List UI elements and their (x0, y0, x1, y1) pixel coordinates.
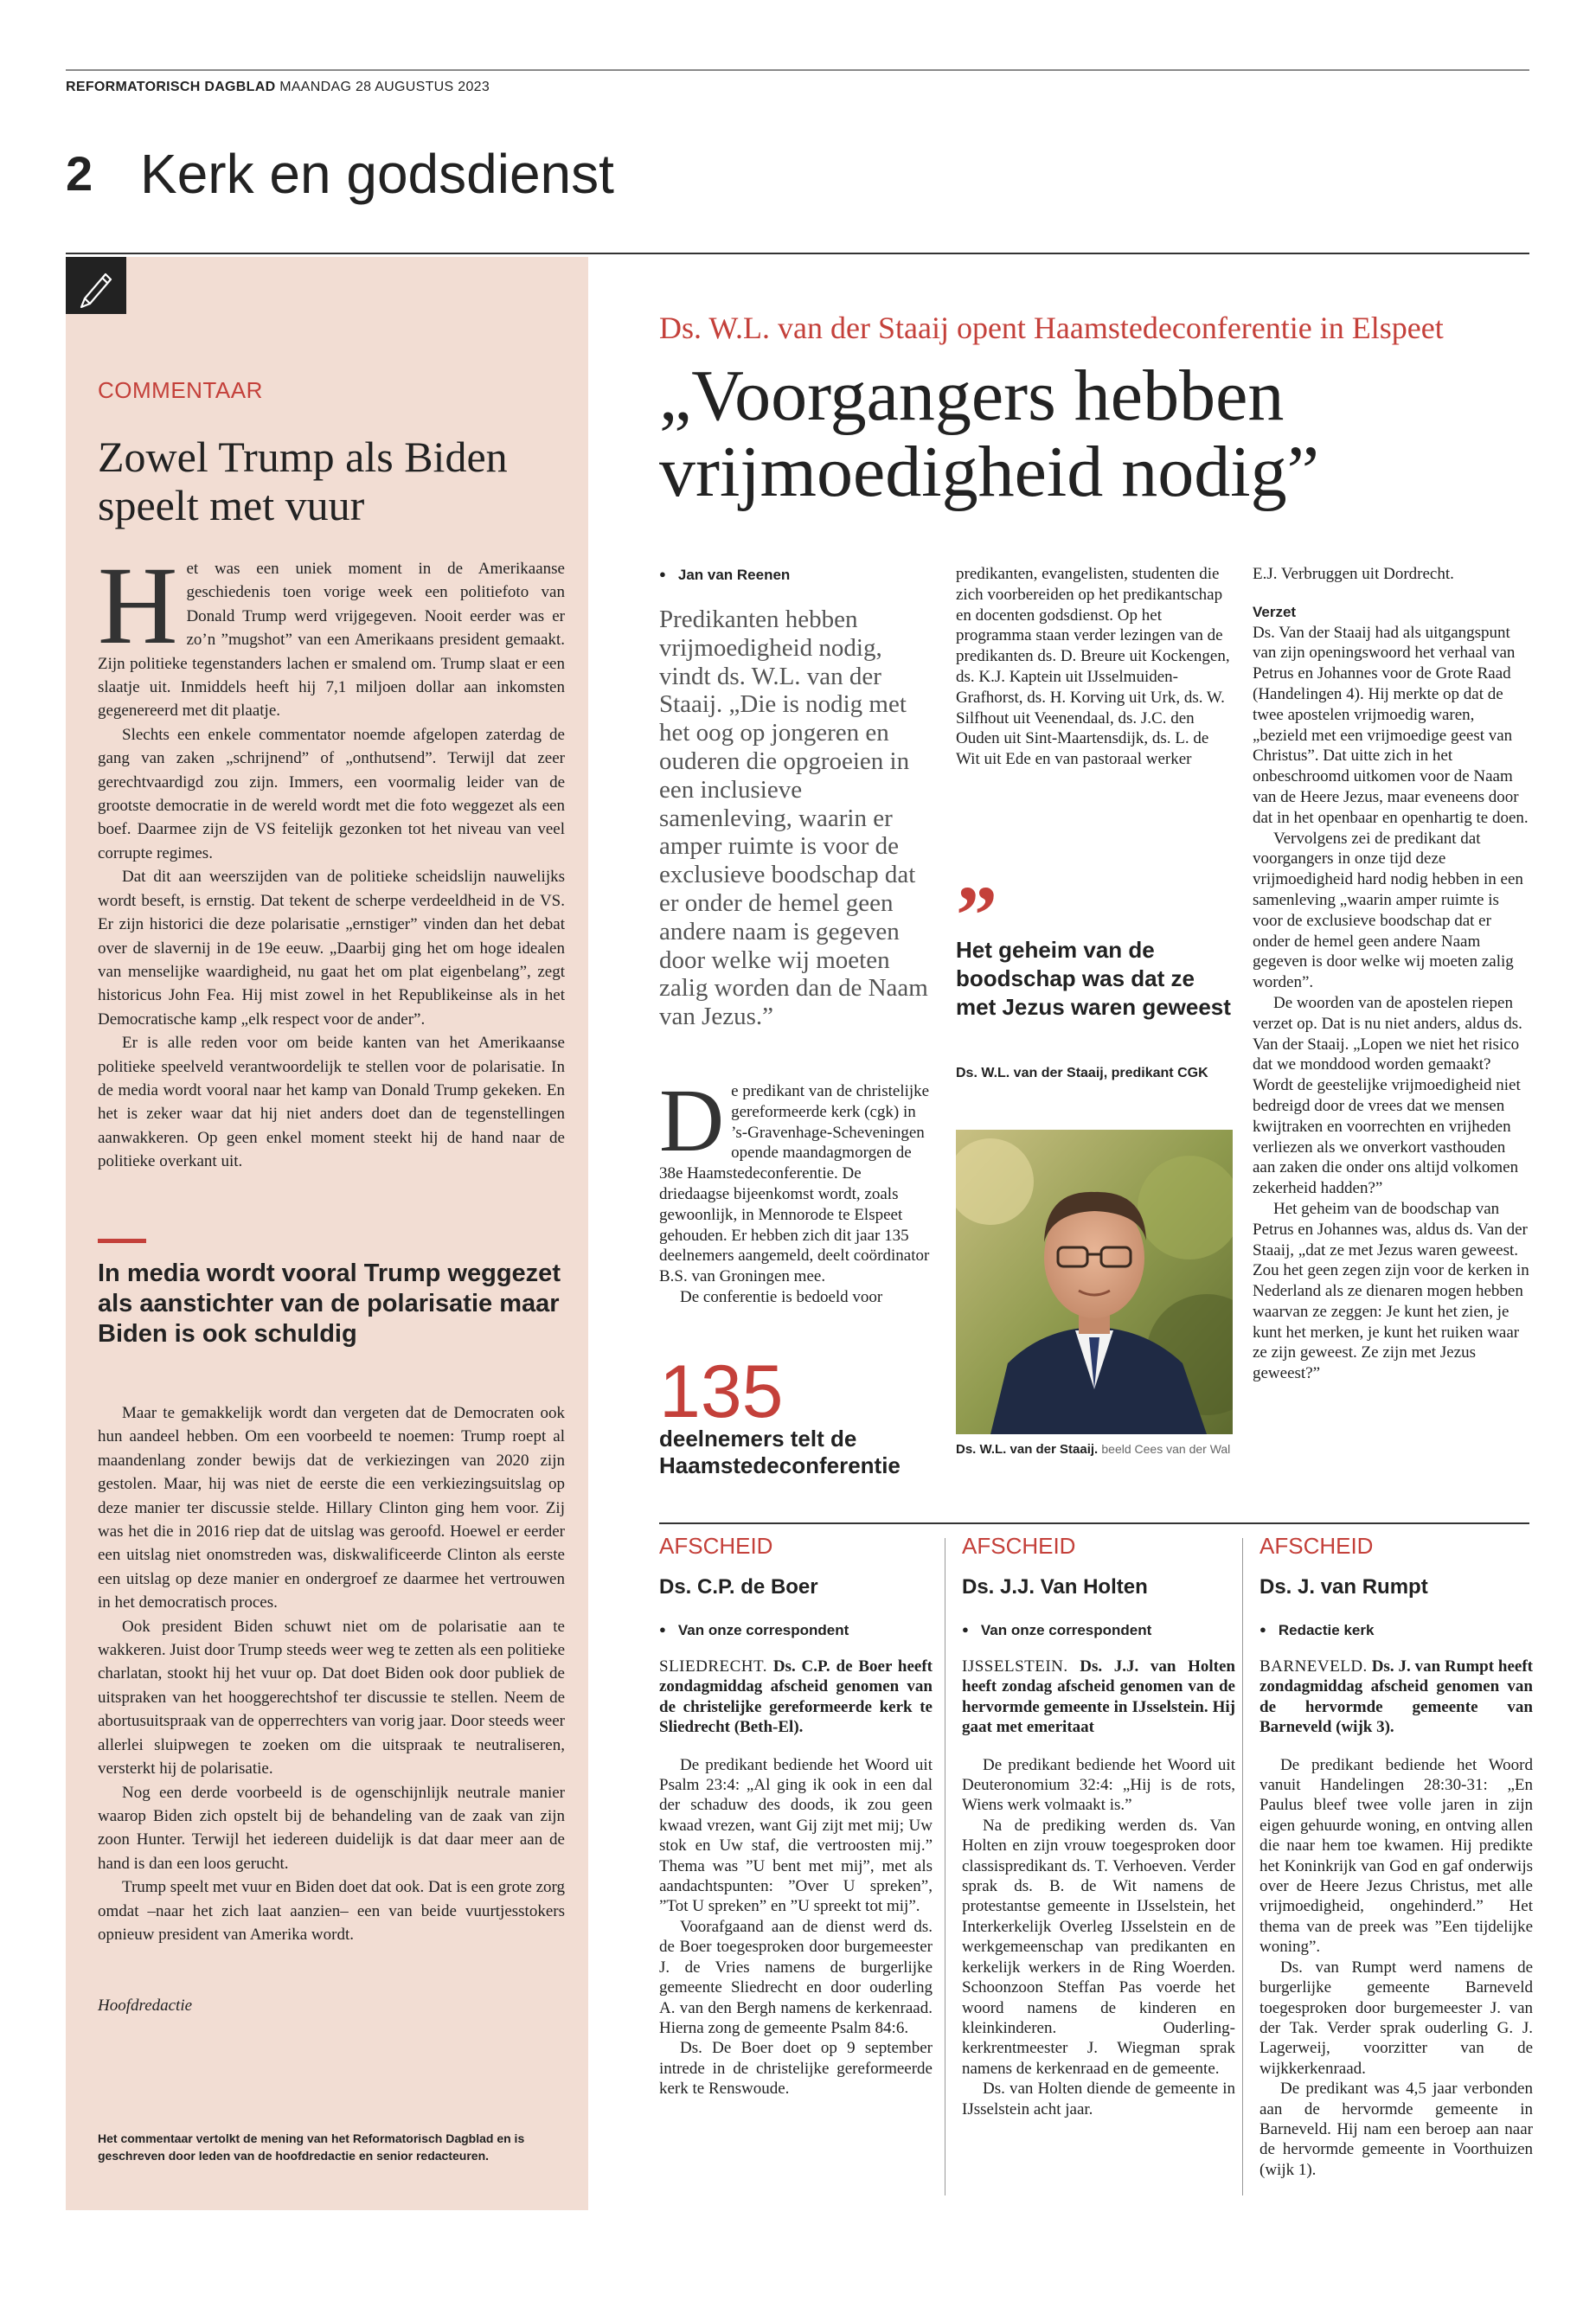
farewell-body (1259, 1657, 1533, 2180)
commentary-paragraph: Trump speelt met vuur en Biden doet dat ook. Dat is een grote zorg omdat –naar het zich laat aanzien– een van beide vuurtjesstokers opnieuw president van Amerika wordt. (98, 1878, 565, 1944)
farewell-label: AFSCHEID (962, 1533, 1076, 1559)
article-intro: Predikanten hebben vrijmoedigheid nodig, vindt ds. W.L. van der Staaij. „Die is nodig met het oog op jongeren en ouderen die opgroeien in een inclusieve samenleving, waarin er amper ruimte is voor de exclusieve boodschap dat er onder de hemel geen andere naam is gegeven door welke wij moeten zalig worden dan de Naam van Jezus.” (659, 606, 928, 1031)
farewell-place: BARNEVELD. (1259, 1657, 1368, 1676)
dropcap: H (98, 544, 178, 667)
dropcap: D (659, 1071, 725, 1170)
farewell-paragraph: De predikant bediende het Woord uit Psalm 23:4: „Al ging ik ook in een dal der schaduw des doods, ik zou geen kwaad vrezen, want Gij zijt met mij; Uw stok en Uw staf, die vertroosten mij.” Thema was ”U bent met mij”, met als aandachtspunten: ”Over U spreken”, ”Tot U spreken” en ”U spreekt tot mij”. (659, 1755, 933, 1916)
photo-caption (956, 1439, 1241, 1459)
commentary-paragraph: Nog een derde voorbeeld is de ogenschijnlijk neutrale manier waarop Biden zich opstelt bij de behandeling van de zaak van zijn zoon Hunter. Terwijl het iedereen duidelijk is dat daar meer aan de hand is dan een loos gerucht. (98, 1783, 565, 1873)
article-paragraph: Ds. Van der Staaij had als uitgangspunt van zijn openingswoord het verhaal van Petrus en Johannes voor de Grote Raad (Handelingen 4). Hij merkte op dat de twee apostelen vrijmoedig waren, „bezield met een vrijmoedige geest van Christus”. Dat uitte zich in het onbeschroomd uitkomen voor de Naam van de Heere Jezus, maar eveneens door dat in het openbaar en openhartig te doen. (1253, 623, 1529, 827)
farewell-byline: ● Van onze correspondent (962, 1622, 1235, 1639)
commentary-paragraph: et was een uniek moment in de Amerikaanse geschiedenis toen vorige week een politiefoto van Donald Trump werd vrijgegeven. Nooit eerder was er zo’n ”mugshot” van een Amerikaans president gemaakt. Zijn politieke tegenstanders lachen er smalend om. Trump slaat er een slaatje uit. Inmiddels heeft hij 7,1 miljoen dollar aan inkomsten gegenereerd met dit plaatje. (98, 560, 565, 721)
page-number: 2 (66, 146, 93, 201)
farewell-place: SLIEDRECHT. (659, 1657, 767, 1676)
commentary-paragraph: Dat dit aan weerszijden van de politieke scheidslijn nauwelijks wordt beseft, is ernstig. Dat tekent de scherpe verdeeldheid in de VS. Er zijn historici die deze polarisatie „ernstiger” vinden dan het debat over de slavernij in de 19e eeuw. „Daarbij ging het om hoge idealen van menselijke waardigheid, nu gaat het om plat eigenbelang”, zegt historicus John Fea. Hij mist zowel in het Republikeinse als in het Democratische kamp „elk respect voor de ander”. (98, 868, 565, 1029)
farewell-paragraph: Ds. van Holten diende de gemeente in IJsselstein acht jaar. (962, 2080, 1235, 2118)
farewell-body (659, 1657, 933, 2099)
commentary-body-bottom (98, 1401, 565, 1946)
commentary-signature: Hoofdredactie (98, 1997, 193, 2015)
farewell-body (962, 1657, 1235, 2119)
masthead (66, 80, 490, 95)
commentary-paragraph: Ook president Biden schuwt niet om de polarisatie aan te wakkeren. Juist door Trump steeds weer weg te zetten als een politieke charlatan, stookt hij het vuur op. Dat doet Biden ook door publiek de uitspraken van het hooggerechtshof ter discussie te stellen. Neem de abortusuitspraak van de opperrechters van vorig jaar. Door steeds weer allerlei sluipwegen te zoeken om die uitspraak te neutraliseren, versterkt hij de polarisatie. (98, 1617, 565, 1779)
farewell-label: AFSCHEID (1259, 1533, 1374, 1559)
stat-label: deelnemers telt de Haamstedeconferentie (659, 1426, 901, 1478)
commentary-title: Zowel Trump als Biden speelt met vuur (98, 433, 508, 529)
photo-credit: beeld Cees van der Wal (1101, 1442, 1231, 1456)
portrait-photo (956, 1130, 1233, 1434)
farewell-article (962, 1533, 1235, 2119)
pull-quote-attribution: Ds. W.L. van der Staaij, predikant CGK (956, 1066, 1208, 1080)
farewell-byline: ● Redactie kerk (1259, 1622, 1533, 1639)
farewell-paragraph: De predikant bediende het Woord uit Deuteronomium 32:4: „Hij is de rots, Wiens werk volmaakt is.” (962, 1755, 1235, 1815)
farewell-lead: Ds. J.J. van Holten heeft zondag afscheid genomen van de hervormde gemeente in IJsselstein. Hij gaat met emeritaat (962, 1657, 1236, 1737)
article-subhead: Verzet (1253, 603, 1297, 620)
commentary-paragraph: Slechts een enkele commentator noemde afgelopen zaterdag de gang van zaken „schrijnend” of „onthutsend”. Terwijl dat zeer gerechtvaardigd zou zijn. Immers, een voormalig leider van de grootste democratie in de wereld wordt met die foto weggezet als een boef. Daarmee zijn de VS feitelijk gezonken tot het niveau van veel corrupte regimes. (98, 725, 565, 862)
commentary-label: COMMENTAAR (98, 377, 263, 403)
farewell-rule (659, 1522, 1529, 1524)
farewell-paragraph: De predikant bediende het Woord vanuit Handelingen 28:30-31: „En Paulus bleef twee volle jaren in zijn eigen gehuurde woning, en ontving allen die naar hem toe kwamen. Hij predikte het Koninkrijk van God en gaf onderwijs over de Heere Jezus Christus, met alle vrijmoedigheid, ongehinderd.” Het thema van de preek was ”Een tijdelijke woning”. (1259, 1755, 1533, 1957)
article-paragraph: Het geheim van de boodschap van Petrus en Johannes was, aldus ds. Van der Staaij, „dat ze met Jezus waren geweest. Zou het geen zegen zijn voor de kerken in Nederland als ze dienaren mogen hebben waarvan ze zeggen: Je kunt het zien, je kunt het merken, je kunt het ruiken waar ze zijn geweest. Ze zijn met Jezus geweest?” (1253, 1199, 1529, 1383)
farewell-article (1259, 1533, 1533, 2180)
farewell-label: AFSCHEID (659, 1533, 773, 1559)
stat-number: 135 (659, 1350, 784, 1433)
quote-mark: ” (956, 868, 997, 961)
commentary-body-top (98, 544, 565, 1174)
article-paragraph: Vervolgens zei de predikant dat voorgangers in onze tijd deze vrijmoedigheid hard nodig hebben in een samenleving „waarin amper ruimte is voor de exclusieve boodschap dat er onder de hemel geen andere Naam gegeven is door welke wij moeten zalig worden”. (1253, 829, 1523, 992)
farewell-paragraph: Na de prediking werden ds. Van Holten en zijn vrouw toegesproken door classispredikant ds. T. Verhoeven. Verder sprak ds. B. de Wit namens de protestantse gemeente in IJsselstein, het Interkerkelijk Overleg IJsselstein en de werkgemeenschap van predikanten en kerkelijk werkers in de Ring Woerden. Schoonzoon Steffan Pas voerde het woord namens de kinderen en kleinkinderen. Ouderling-kerkrentmeester J. Wiegman sprak namens de kerkenraad en de gemeente. (962, 1816, 1235, 2078)
article-paragraph: e predikant van de christelijke gereformeerde kerk (cgk) in ’s-Gravenhage-Scheveningen opende maandagmorgen de 38e Haamstedeconferentie. De driedaagse bijeenkomst wordt, zoals gewoonlijk, in Mennorode te Elspeet gehouden. Er hebben zich dit jaar 135 deelnemers aangemeld, deelt coördinator B.S. van Groningen mee. (659, 1082, 930, 1286)
farewell-paragraph: De predikant was 4,5 jaar verbonden aan de hervormde gemeente in Barneveld. Hij nam een beroep aan naar de hervormde gemeente in Voorthuizen (wijk 1). (1259, 2080, 1533, 2179)
commentary-paragraph: Maar te gemakkelijk wordt dan vergeten dat de Democraten ook hun aandeel hebben. Om een voorbeeld te noemen: Trump roept al maandenlang zonder bewijs dat de verkiezingen van 2020 zijn gestolen. Maar, hij was niet de eerste die een verkiezingsuitslag op deze manier ter discussie stelde. Hillary Clinton ging hem voor. Zij was het die in 2016 riep dat de uitslag was geroofd. Hoewel er eerder een uitslag niet onomstreden was, diskwalificeerde Clinton als eerste een uitslag op deze manier en ondergroef ze daarmee het vertrouwen in het democratisch proces. (98, 1404, 565, 1612)
pull-quote-accent (98, 1239, 146, 1243)
farewell-name: Ds. C.P. de Boer (659, 1575, 818, 1599)
article-paragraph: De conferentie is bedoeld voor (680, 1287, 883, 1306)
article-paragraph: E.J. Verbruggen uit Dordrecht. (1253, 565, 1454, 583)
farewell-paragraph: Voorafgaand aan de dienst werd ds. de Boer toegesproken door burgemeester J. de Vries namens de burgerlijke gemeente Sliedrecht en door ouderling A. van den Bergh namens de kerkenraad. Hierna zong de gemeente Psalm 84:6. (659, 1917, 933, 2037)
article-body-col3 (1253, 564, 1529, 1384)
pen-icon (66, 257, 126, 314)
article-paragraph: predikanten, evangelisten, studenten die zich voorbereiden op het predikantschap en docenten godsdienst. Op het programma staan verder lezingen van de predikanten ds. D. Breure uit Kockengen, ds. K.J. Kaptein uit IJsselmuiden-Grafhorst, ds. H. Korving uit Urk, ds. W. Silfhout uit Veenendaal, ds. J.C. den Ouden uit Sint-Maartensdijk, ds. L. de Wit uit Ede en van pastoraal werker (956, 565, 1230, 769)
article-body-col2 (956, 564, 1233, 770)
farewell-paragraph: Ds. van Rumpt werd namens de burgerlijke gemeente Barneveld toegesproken door burgemeester J. van der Tak. Verder sprak ouderling G. J. Lagerweij, voorzitter van de wijkkerkenraad. (1259, 1958, 1533, 2078)
section-title: Kerk en godsdienst (140, 143, 614, 205)
commentary-paragraph: Er is alle reden voor om beide kanten van het Amerikaanse politieke speelveld verantwoordelijk te stellen voor de polarisatie. In de media wordt vooral naar het kamp van Donald Trump gekeken. En het is zeker waar dat hij niet anders doet dan de tegenstellingen aanwakkeren. Op geen enkel moment steekt hij de hand naar de politieke overkant uit. (98, 1034, 565, 1171)
farewell-name: Ds. J. van Rumpt (1259, 1575, 1428, 1599)
article-body-col1 (659, 1071, 934, 1308)
paper-name: REFORMATORISCH DAGBLAD (66, 80, 276, 94)
article-headline: „Voorgangers hebben vrijmoedigheid nodig” (659, 356, 1319, 512)
farewell-paragraph: Ds. De Boer doet op 9 september intrede in de christelijke gereformeerde kerk te Renswoude. (659, 2039, 933, 2099)
farewell-lead: Ds. C.P. de Boer heeft zondagmiddag afscheid genomen van de christelijke gereformeerde kerk te Sliedrecht (Beth-El). (659, 1657, 933, 1737)
column-divider (1242, 1538, 1243, 2195)
article-byline: ● Jan van Reenen (659, 567, 790, 584)
issue-date: MAANDAG 28 AUGUSTUS 2023 (279, 80, 490, 94)
article-kicker: Ds. W.L. van der Staaij opent Haamstedeconferentie in Elspeet (659, 311, 1444, 345)
farewell-name: Ds. J.J. Van Holten (962, 1575, 1148, 1599)
photo-caption-text: Ds. W.L. van der Staaij. (956, 1442, 1099, 1457)
top-rule (66, 69, 1529, 71)
article-paragraph: De woorden van de apostelen riepen verzet op. Dat is nu niet anders, aldus ds. Van der Staaij. „Lopen we niet het risico dat we monddood worden gemaakt? Wordt de geestelijke vrijmoedigheid niet bedreigd door de vrees dat we mensen kwijtraken en voorrechten en vrijheden verliezen als we onverkort vasthouden aan zaken die onder ons altijd volkomen zekerheid hadden?” (1253, 993, 1522, 1198)
commentary-pull-quote: In media wordt vooral Trump weggezet als aanstichter van de polarisatie maar Biden is ook schuldig (98, 1259, 561, 1348)
section-rule (66, 253, 1529, 254)
farewell-article (659, 1533, 933, 2099)
farewell-place: IJSSELSTEIN. (962, 1657, 1068, 1676)
farewell-byline: ● Van onze correspondent (659, 1622, 933, 1639)
farewell-lead: Ds. J. van Rumpt heeft zondagmiddag afscheid genomen van de hervormde gemeente van Barneveld (wijk 3). (1259, 1657, 1534, 1737)
pull-quote: Het geheim van de boodschap was dat ze met Jezus waren geweest (956, 937, 1231, 1020)
commentary-footer: Het commentaar vertolkt de mening van het Reformatorisch Dagblad en is geschreven door leden van de hoofdredactie en senior redacteuren. (98, 2131, 525, 2163)
